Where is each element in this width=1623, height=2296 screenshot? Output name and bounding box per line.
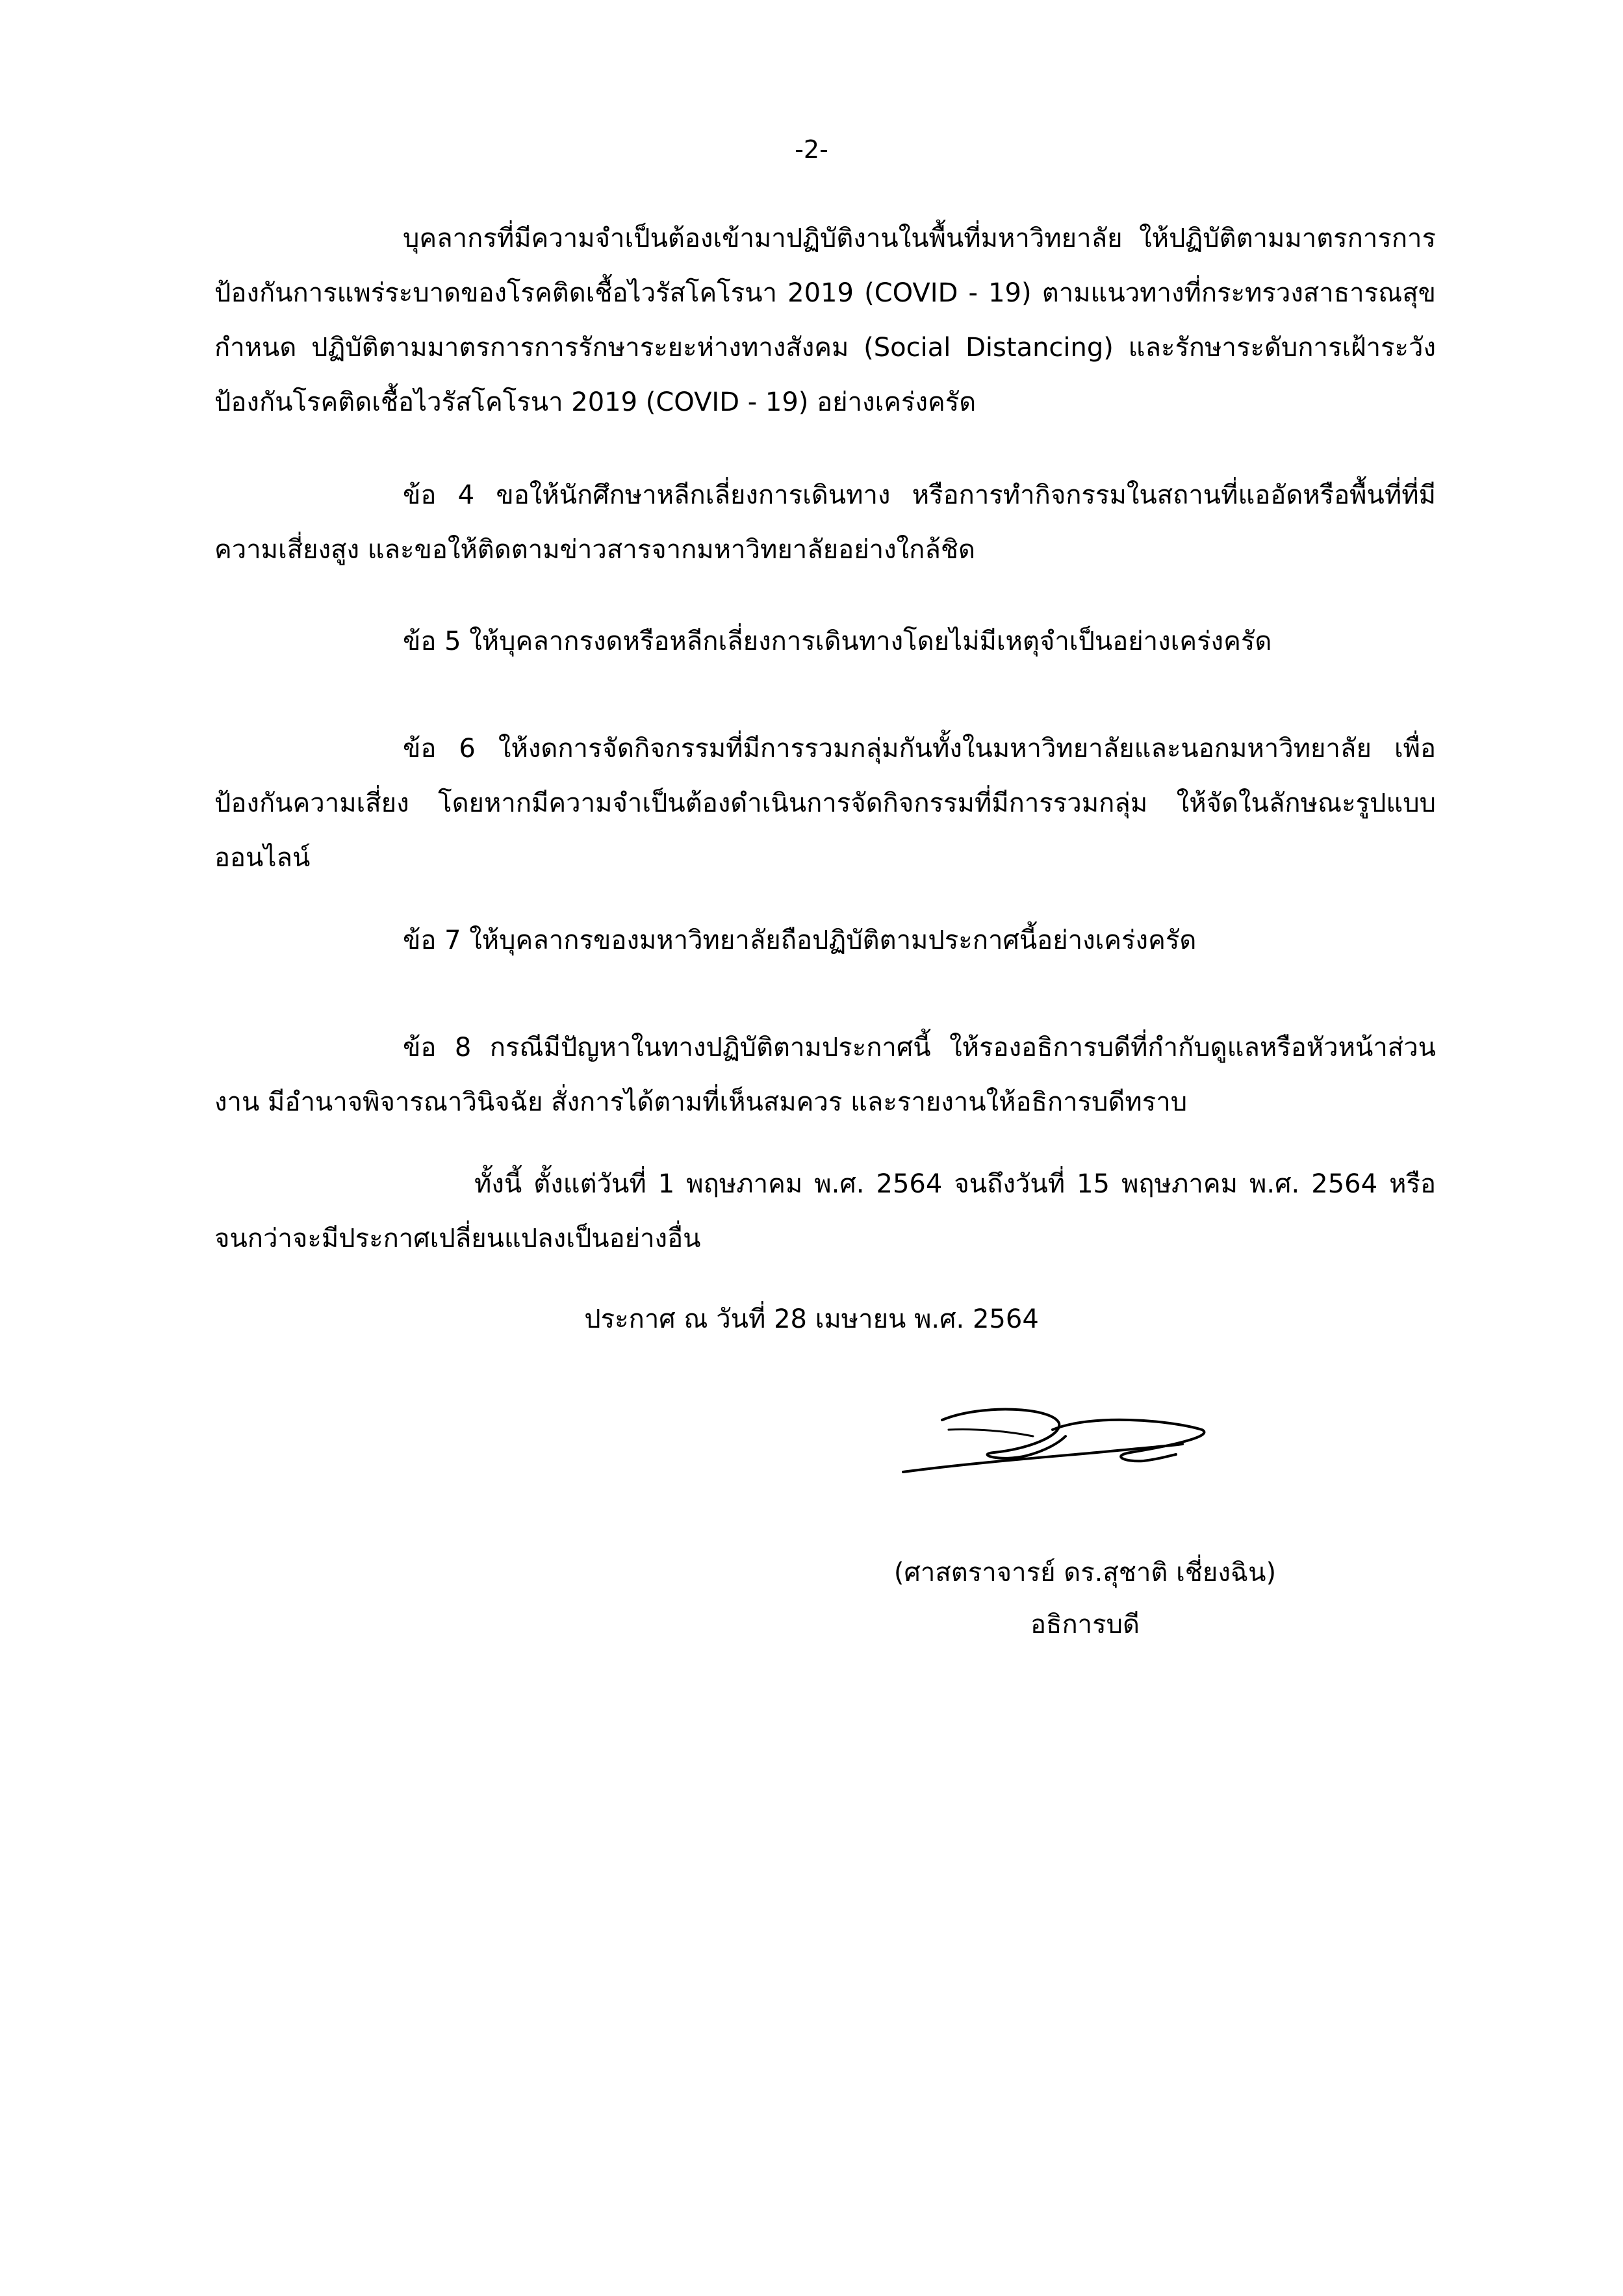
paragraph-clause-6: ข้อ 6 ให้งดการจัดกิจกรรมที่มีการรวมกลุ่มกันทั้งในมหาวิทยาลัยและนอกมหาวิทยาลัย เพื่อป้องกันความเสี่ยง โดยหากมีความจำเป็นต้องดำเนินการจัดกิจกรรมที่มีการรวมกลุ่ม ให้จัดในลักษณะรูปแบบออนไลน์ [214, 734, 1436, 873]
signer-title: อธิการบดี [1030, 1610, 1140, 1640]
handwritten-signature [897, 1391, 1234, 1488]
paragraph-clause-4: ข้อ 4 ขอให้นักศึกษาหลีกเลี่ยงการเดินทาง หรือการทำกิจกรรมในสถานที่แออัดหรือพื้นที่ที่มีความเสี่ยงสูง และขอให้ติดตามข่าวสารจากมหาวิทยาลัยอย่างใกล้ชิด [214, 480, 1436, 565]
announcement-date: ประกาศ ณ วันที่ 28 เมษายน พ.ศ. 2564 [584, 1304, 1039, 1334]
paragraph-clause-8: ข้อ 8 กรณีมีปัญหาในทางปฏิบัติตามประกาศนี้ ให้รองอธิการบดีที่กำกับดูแลหรือหัวหน้าส่วนงาน มีอำนาจพิจารณาวินิจฉัย สั่งการได้ตามที่เห็นสมควร และรายงานให้อธิการบดีทราบ [214, 1033, 1436, 1117]
page-number: -2- [795, 135, 828, 164]
paragraph-effective-period: ทั้งนี้ ตั้งแต่วันที่ 1 พฤษภาคม พ.ศ. 2564 จนถึงวันที่ 15 พฤษภาคม พ.ศ. 2564 หรือจนกว่าจะมีประกาศเปลี่ยนแปลงเป็นอย่างอื่น [214, 1169, 1436, 1254]
paragraph-clause-5: ข้อ 5 ให้บุคลากรงดหรือหลีกเลี่ยงการเดินทางโดยไม่มีเหตุจำเป็นอย่างเคร่งครัด [403, 626, 1272, 656]
signer-name: (ศาสตราจารย์ ดร.สุชาติ เชี่ยงฉิน) [893, 1558, 1277, 1588]
paragraph-clause-7: ข้อ 7 ให้บุคลากรของมหาวิทยาลัยถือปฏิบัติตามประกาศนี้อย่างเคร่งครัด [403, 925, 1197, 955]
paragraph-personnel-measures: บุคลากรที่มีความจำเป็นต้องเข้ามาปฏิบัติงานในพื้นที่มหาวิทยาลัย ให้ปฏิบัติตามมาตรการการป้องกันการแพร่ระบาดของโรคติดเชื้อไวรัสโคโรนา 2019 (COVID - 19) ตามแนวทางที่กระทรวงสาธารณสุขกำหนด ปฏิบัติตามมาตรการการรักษาระยะห่างทางสังคม (Social Distancing) และรักษาระดับการเฝ้าระวังป้องกันโรคติดเชื้อไวรัสโคโรนา 2019 (COVID - 19) อย่างเคร่งครัด [214, 224, 1436, 417]
